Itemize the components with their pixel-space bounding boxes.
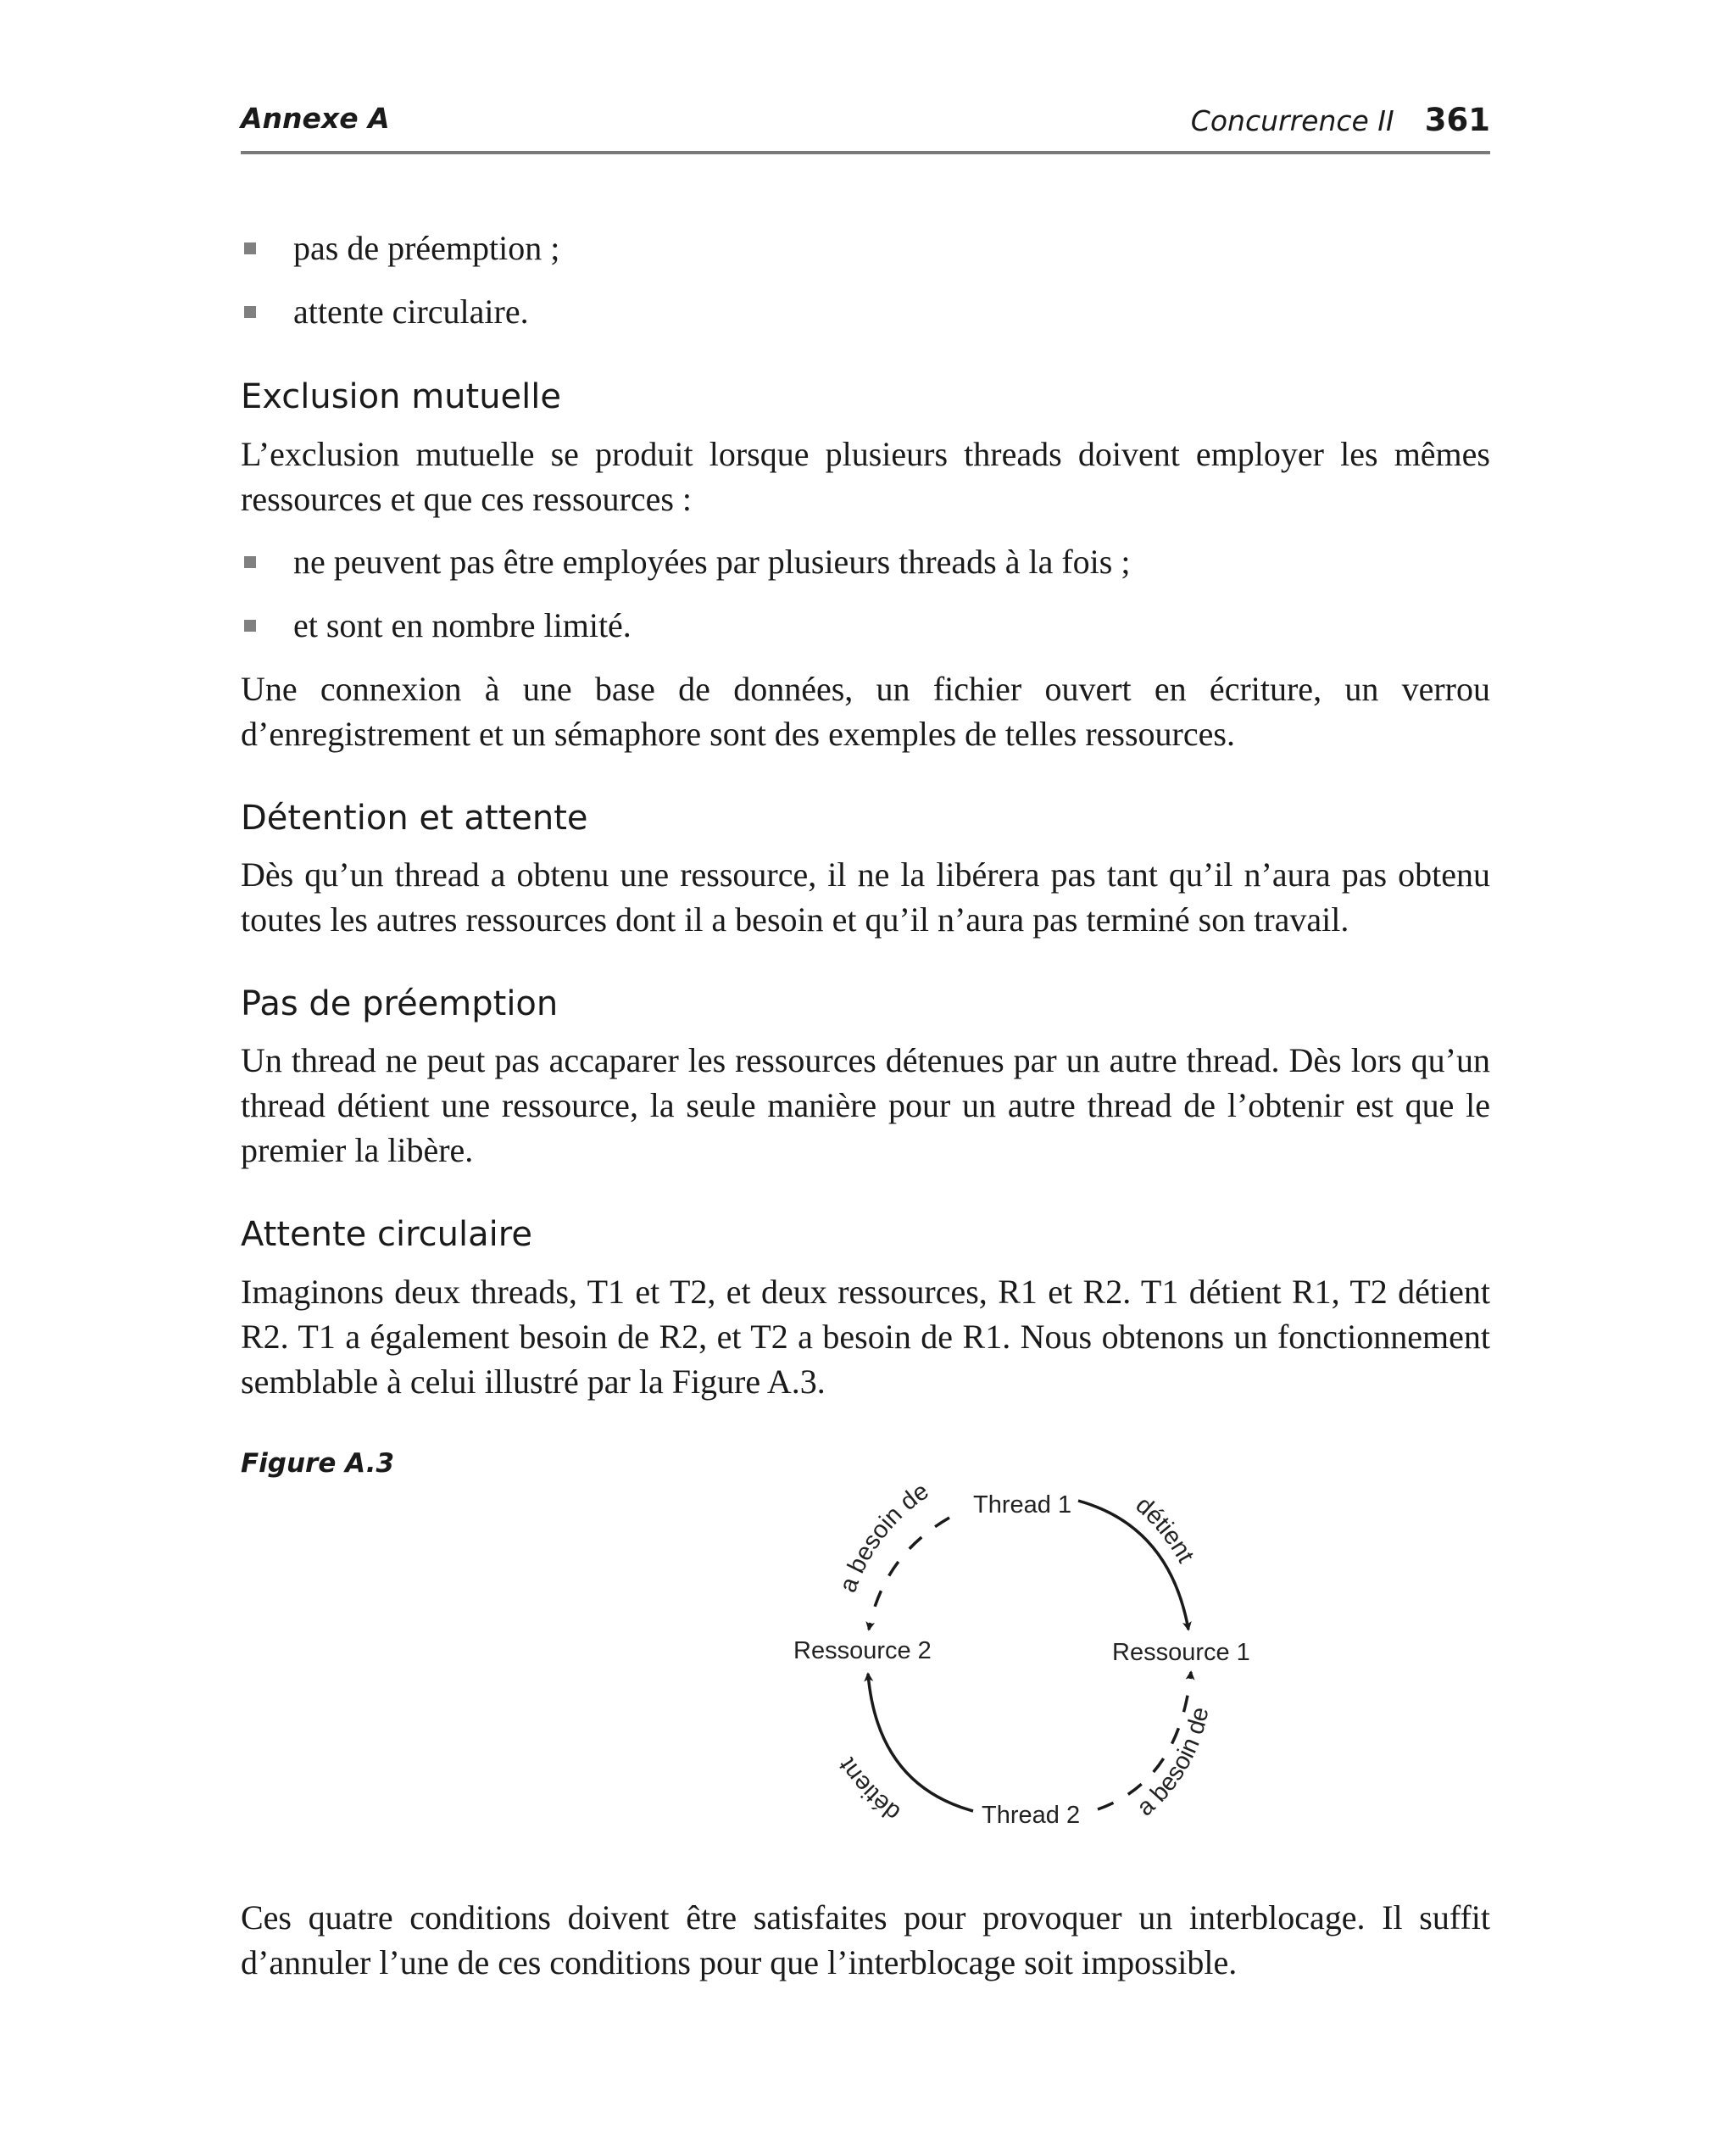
bullet-square-icon bbox=[244, 556, 256, 568]
node-ressource-1: Ressource 1 bbox=[1112, 1639, 1250, 1666]
paragraph: Ces quatre conditions doivent être satisfaites pour provoquer un interblocage. Il suffit d’annuler l’une de ces conditions pour que l’interblocage soit impossible. bbox=[241, 1898, 1490, 1981]
section-heading: Détention et attente bbox=[241, 799, 588, 838]
chapter-label: Annexe A bbox=[241, 102, 390, 135]
header-right bbox=[1191, 102, 1490, 138]
paragraph: L’exclusion mutuelle se produit lorsque plusieurs threads doivent employer les mêmes ressources et que ces ressources : bbox=[241, 435, 1490, 518]
edge-t1-holds-r1 bbox=[1078, 1501, 1188, 1630]
figure-label: Figure A.3 bbox=[241, 1448, 395, 1479]
node-ressource-2: Ressource 2 bbox=[793, 1637, 932, 1664]
section-heading: Exclusion mutuelle bbox=[241, 377, 561, 416]
edge-label-t2-needs: a besoin de bbox=[1132, 1704, 1215, 1822]
section-heading: Pas de préemption bbox=[241, 984, 559, 1023]
section-heading: Attente circulaire bbox=[241, 1215, 532, 1254]
bullet-square-icon bbox=[244, 242, 256, 254]
edge-label-t2-holds: détient bbox=[833, 1753, 906, 1827]
paragraph: Un thread ne peut pas accaparer les ressources détenues par un autre thread. Dès lors qu’un thread détient une ressource, la seule manière pour un autre thread de l’obtenir est que le premier la libère. bbox=[241, 1041, 1490, 1169]
section-title: Concurrence II bbox=[1190, 104, 1394, 137]
running-header bbox=[241, 98, 1490, 154]
deadlock-diagram bbox=[763, 1467, 1288, 1857]
paragraph: Imaginons deux threads, T1 et T2, et deux ressources, R1 et R2. T1 détient R1, T2 détient R2. T1 a également besoin de R2, et T2 a besoin de R1. Nous obtenons un fonctionnement semblable à celui illustré par la Figure A.3. bbox=[241, 1273, 1490, 1401]
paragraph: Une connexion à une base de données, un fichier ouvert en écriture, un verrou d’enregistrement et un sémaphore sont des exemples de telles ressources. bbox=[241, 670, 1490, 753]
node-thread-1: Thread 1 bbox=[973, 1491, 1072, 1519]
bullet-square-icon bbox=[244, 306, 256, 318]
node-thread-2: Thread 2 bbox=[982, 1802, 1081, 1829]
page-number: 361 bbox=[1424, 102, 1490, 138]
edge-label-t1-needs: a besoin de bbox=[834, 1477, 934, 1597]
edge-label-t1-holds: détient bbox=[1130, 1491, 1199, 1568]
paragraph: Dès qu’un thread a obtenu une ressource, il ne la libérera pas tant qu’il n’aura pas obtenu toutes les autres ressources dont il a besoin et qu’il n’aura pas terminé son travail. bbox=[241, 855, 1490, 939]
bullet-square-icon bbox=[244, 620, 256, 632]
